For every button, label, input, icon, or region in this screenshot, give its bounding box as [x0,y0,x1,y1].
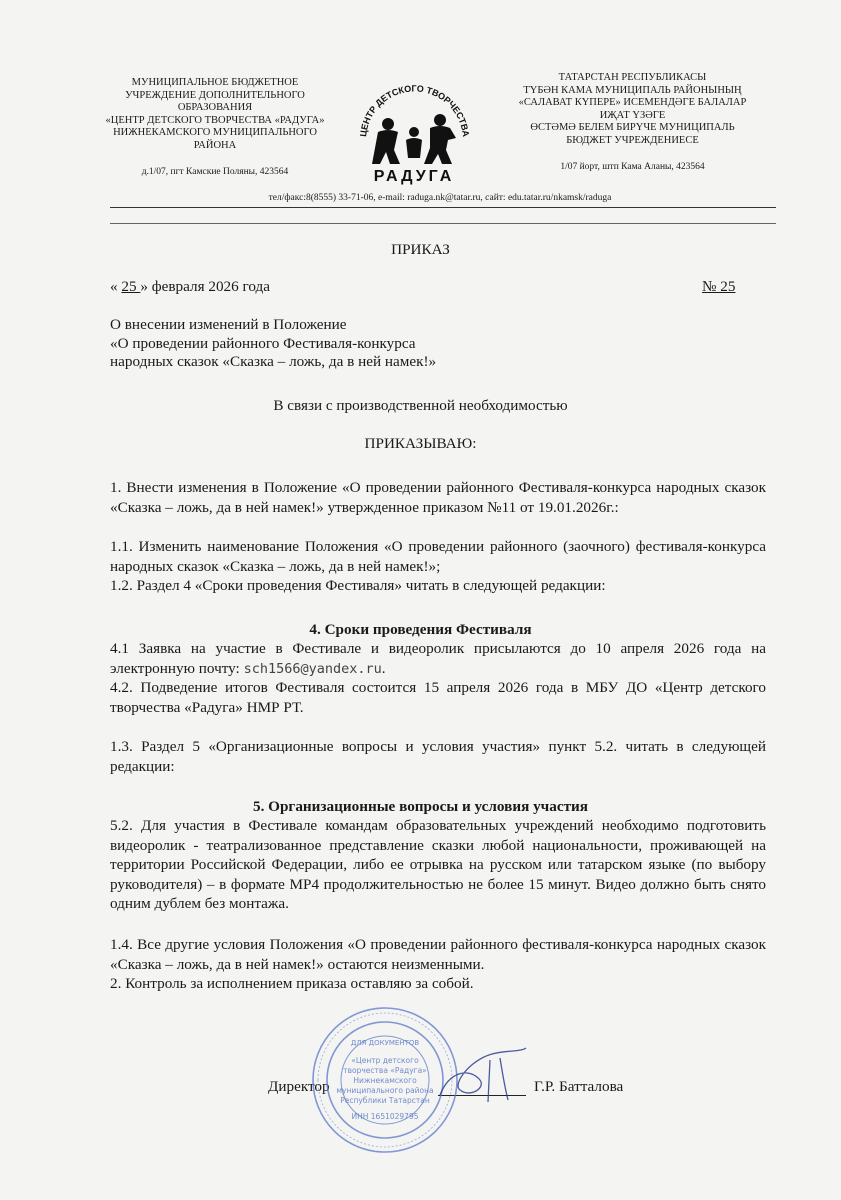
date-day: 25 [121,278,141,295]
signer-name: Г.Р. Батталова [534,1078,624,1095]
subject-line: О внесении изменений в Положение [110,316,347,333]
stamp-inner-top: ДЛЯ ДОКУМЕНТОВ [350,1039,420,1047]
date-open: « [110,278,122,295]
doc-reason: В связи с производственной необходимостью [273,397,568,414]
header-right-line: ТҮБӘН КАМА МУНИЦИПАЛЬ РАЙОНЫНЫҢ [523,84,742,96]
header-left-line: РАЙОНА [193,139,237,151]
header-left-address: д.1/07, пгт Камские Поляны, 423564 [141,167,289,177]
stamp-line: творчества «Радуга» [343,1066,427,1075]
header-left-line: «ЦЕНТР ДЕТСКОГО ТВОРЧЕСТВА «РАДУГА» [105,114,325,126]
email-link[interactable]: sch1566@yandex.ru [243,660,382,677]
header-right-org [490,72,775,174]
paragraph-4-1-text: 4.1 Заявка на участие в Фестивале и видеоролик присылаются до 10 апреля 2026 года на электронную почту: [110,640,766,677]
header-divider-secondary [110,223,776,224]
header-right-line: ТАТАРСТАН РЕСПУБЛИКАСЫ [558,72,707,83]
header-right-address: 1/07 йорт, штп Кама Аланы, 423564 [560,162,705,172]
header-contacts: тел/факс:8(8555) 33-71-06, e-mail: raduga.nk@tatar.ru, сайт: edu.tatar.ru/nkamsk/raduga [268,193,612,203]
stamp-line: Нижнекамского [353,1076,417,1085]
paragraph-5-2: 5.2. Для участия в Фестивале командам образовательных учреждений необходимо подготовить видеоролик - театрализованное представление сказки любой национальности, проживающей на территории Российской Федерации, либо ее отрывка на русском или татарском языке (по выбору руководителя) – в формате MP4 продолжительностью не более 15 минут. Видео должно быть снято одним дублем без монтажа. [110,817,766,913]
header-left-line: ОБРАЗОВАНИЯ [177,102,253,113]
header-right-line: ӨСТӘМӘ БЕЛЕМ БИРҮЧЕ МУНИЦИПАЛЬ [530,122,735,133]
stamp-inn: ИНН 1651029795 [351,1112,419,1121]
date-rest: » февраля 2026 года [140,278,270,295]
stamp-line: муниципального района [336,1086,434,1095]
paragraph-1-2: 1.2. Раздел 4 «Сроки проведения Фестиваля» читать в следующей редакции: [110,577,606,594]
doc-subject [110,316,436,372]
paragraph-1-1: 1.1. Изменить наименование Положения «О проведении районного (заочного) фестиваля-конкурса народных сказок «Сказка – ложь, да в ней намек!»; [110,538,766,575]
paragraph-1-4: 1.4. Все другие условия Положения «О проведении районного фестиваля-конкурса народных сказок «Сказка – ложь, да в ней намек!» остаются неизменными. [110,936,766,973]
header-left-org [80,77,350,179]
header-left-line: МУНИЦИПАЛЬНОЕ БЮДЖЕТНОЕ [131,77,299,88]
raduga-logo [352,80,477,185]
paragraph-2: 2. Контроль за исполнением приказа оставляю за собой. [110,975,474,992]
paragraph-1: 1. Внести изменения в Положение «О проведении районного Фестиваля-конкурса народных сказок «Сказка – ложь, да в ней намек!» утвержденное приказом №11 от 19.01.2026г.: [110,479,766,516]
section-5-title: 5. Организационные вопросы и условия участия [252,798,589,815]
signer-title: Директор [268,1078,330,1095]
doc-order-word: ПРИКАЗЫВАЮ: [364,435,477,452]
stamp-line: Республики Татарстан [340,1096,430,1105]
handwritten-signature [430,1040,540,1110]
header-right-line: БЮДЖЕТ УЧРЕЖДЕНИЕСЕ [566,134,699,146]
paragraph-4-1-end: . [381,659,386,677]
header-left-line: УЧРЕЖДЕНИЕ ДОПОЛНИТЕЛЬНОГО [125,89,305,101]
paragraph-1-3: 1.3. Раздел 5 «Организационные вопросы и условия участия» пункт 5.2. читать в следующей редакции: [110,738,766,775]
section-4-title: 4. Сроки проведения Фестиваля [309,621,532,638]
paragraph-4-1 [110,639,766,679]
header-left-line: НИЖНЕКАМСКОГО МУНИЦИПАЛЬНОГО [113,127,317,138]
doc-date [110,277,270,297]
header-divider [110,207,776,208]
logo-arc-text: ЦЕНТР ДЕТСКОГО ТВОРЧЕСТВА [358,83,471,138]
paragraph-4-2: 4.2. Подведение итогов Фестиваля состоится 15 апреля 2026 года в МБУ ДО «Центр детского творчества «Радуга» НМР РТ. [110,679,766,716]
subject-line: народных сказок «Сказка – ложь, да в ней намек!» [110,353,437,370]
header-right-line: «САЛАВАТ КҮПЕРЕ» ИСЕМЕНДӘГЕ БАЛАЛАР [518,97,747,108]
doc-title: ПРИКАЗ [391,241,450,258]
doc-number: № 25 [702,278,736,295]
stamp-line: «Центр детского [351,1056,419,1065]
logo-name: РАДУГА [373,168,455,185]
header-right-line: ИҖАТ ҮЗӘГЕ [599,109,666,121]
logo-figures-icon [372,114,456,164]
subject-line: «О проведении районного Фестиваля-конкурса [110,334,416,352]
